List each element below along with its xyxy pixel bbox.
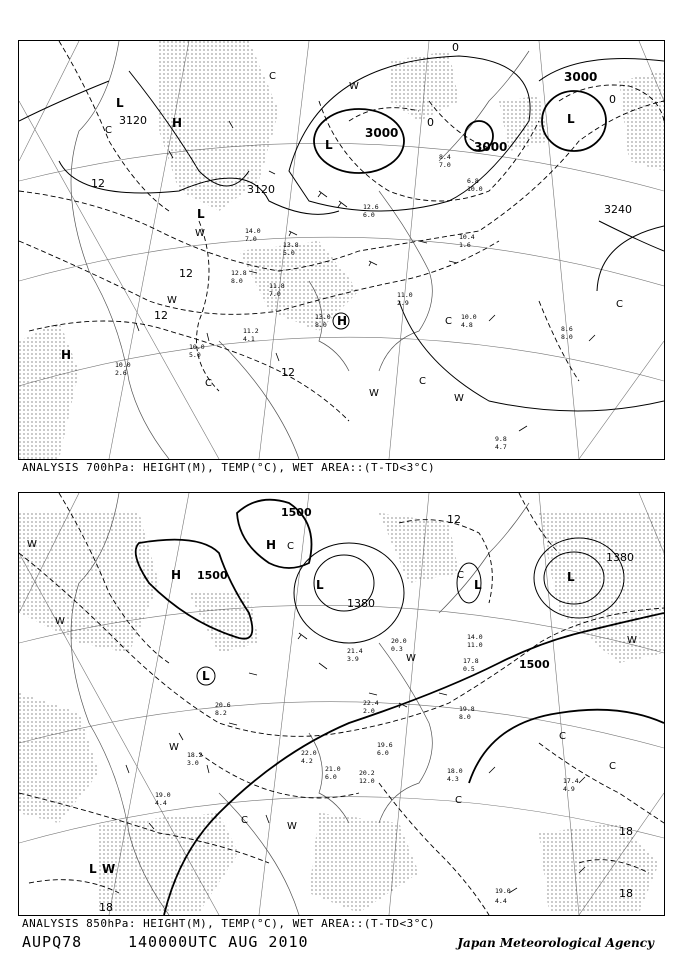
obs-temp: 22.4 <box>363 699 379 707</box>
warm-mark: W <box>167 295 177 306</box>
obs-dew: 2.6 <box>115 369 127 377</box>
contour-label: 1380 <box>606 551 634 564</box>
cold-mark: C <box>241 815 248 826</box>
obs-temp: 21.4 <box>347 647 363 655</box>
obs-dew: 3.9 <box>347 655 359 663</box>
chart-850-map <box>19 493 664 915</box>
obs-temp: 12.6 <box>363 203 379 211</box>
contour-label: 12 <box>281 366 295 379</box>
warm-mark: W <box>454 393 464 404</box>
obs-dew: 2.0 <box>363 707 375 715</box>
obs-dew: 7.0 <box>439 161 451 169</box>
low-center: L <box>567 570 575 584</box>
chart-700-map <box>19 41 664 459</box>
valid-time: 140000UTC AUG 2010 <box>128 933 309 951</box>
obs-temp: 20.2 <box>359 769 375 777</box>
contour-label: 12 <box>154 309 168 322</box>
obs-dew: 7.0 <box>269 290 281 298</box>
obs-temp: 19.0 <box>495 887 511 895</box>
high-center: H <box>171 568 182 582</box>
obs-temp: 11.2 <box>243 327 259 335</box>
contour-label: 18 <box>619 887 633 900</box>
obs-dew: 4.4 <box>155 799 167 807</box>
contour-label: 3120 <box>247 183 275 196</box>
obs-dew: 8.0 <box>231 277 243 285</box>
contour-label: 18 <box>99 901 113 914</box>
high-center: H <box>266 538 277 552</box>
cold-mark: C <box>559 731 566 742</box>
warm-mark: W <box>55 616 65 627</box>
obs-dew: 10.0 <box>467 185 483 193</box>
obs-temp: 14.0 <box>467 633 483 641</box>
obs-temp: 18.2 <box>187 751 203 759</box>
low-center: L <box>202 669 210 683</box>
obs-temp: 11.8 <box>269 282 285 290</box>
contour-label: 1380 <box>347 597 375 610</box>
low-center: L <box>89 862 97 876</box>
low-center: L <box>474 578 482 592</box>
warm-mark: W <box>169 742 179 753</box>
contour-label: 1500 <box>519 658 550 671</box>
obs-dew: 0.3 <box>391 645 403 653</box>
obs-temp: 19.0 <box>155 791 171 799</box>
low-center: L <box>325 138 333 152</box>
cold-mark: C <box>269 71 276 82</box>
chart-700-caption: ANALYSIS 700hPa: HEIGHT(M), TEMP(°C), WET AREA::(T-TD<3°C) <box>22 461 436 474</box>
cold-mark: C <box>419 376 426 387</box>
cold-mark: C <box>455 795 462 806</box>
warm-mark: W <box>102 862 116 876</box>
cold-mark: C <box>105 125 112 136</box>
warm-mark: W <box>349 81 359 92</box>
obs-temp: 10.0 <box>115 361 131 369</box>
obs-temp: 18.0 <box>447 767 463 775</box>
obs-temp: 10.0 <box>461 313 477 321</box>
obs-dew: 4.4 <box>495 897 507 905</box>
contour-label: 0 <box>427 116 434 129</box>
obs-dew: 4.1 <box>243 335 255 343</box>
contour-label: 3240 <box>604 203 632 216</box>
obs-dew: 8.0 <box>561 333 573 341</box>
contour-label: 0 <box>452 41 459 54</box>
obs-temp: 20.0 <box>391 637 407 645</box>
agency-name: Japan Meteorological Agency <box>457 936 654 950</box>
warm-mark: W <box>627 635 637 646</box>
obs-temp: 9.8 <box>495 435 507 443</box>
obs-temp: 8.6 <box>561 325 573 333</box>
obs-dew: 1.6 <box>459 241 471 249</box>
contour-label: 18 <box>619 825 633 838</box>
contour-label: 3120 <box>119 114 147 127</box>
chart-850-panel <box>18 492 665 916</box>
obs-dew: 7.0 <box>245 235 257 243</box>
low-center: L <box>316 578 324 592</box>
obs-dew: 6.0 <box>325 773 337 781</box>
obs-dew: 8.2 <box>215 709 227 717</box>
obs-temp: 19.8 <box>459 705 475 713</box>
low-center: L <box>116 96 124 110</box>
obs-dew: 4.2 <box>301 757 313 765</box>
obs-dew: 2.9 <box>397 299 409 307</box>
cold-mark: C <box>445 316 452 327</box>
obs-temp: 14.0 <box>245 227 261 235</box>
obs-temp: 13.0 <box>315 313 331 321</box>
cold-mark: C <box>457 570 464 581</box>
contour-label: 12 <box>179 267 193 280</box>
low-center: L <box>567 112 575 126</box>
cold-mark: C <box>205 378 212 389</box>
contour-label: 1500 <box>281 506 312 519</box>
obs-dew: 4.8 <box>461 321 473 329</box>
warm-mark: W <box>369 388 379 399</box>
product-id: AUPQ78 <box>22 933 83 951</box>
obs-temp: 11.0 <box>397 291 413 299</box>
obs-dew: 5.0 <box>283 249 295 257</box>
cold-mark: C <box>616 299 623 310</box>
obs-dew: 8.0 <box>459 713 471 721</box>
obs-dew: 0.5 <box>463 665 475 673</box>
obs-dew: 5.0 <box>189 351 201 359</box>
obs-dew: 4.9 <box>563 785 575 793</box>
obs-temp: 19.6 <box>377 741 393 749</box>
warm-mark: W <box>406 653 416 664</box>
obs-dew: 6.0 <box>377 749 389 757</box>
obs-dew: 6.0 <box>363 211 375 219</box>
obs-dew: 12.0 <box>359 777 375 785</box>
obs-temp: 10.4 <box>459 233 475 241</box>
contour-label: 3000 <box>564 70 598 84</box>
obs-temp: 6.8 <box>467 177 479 185</box>
contour-label: 1500 <box>197 569 228 582</box>
contour-label: 3000 <box>474 140 508 154</box>
warm-mark: W <box>27 539 37 550</box>
cold-mark: C <box>609 761 616 772</box>
obs-dew: 4.3 <box>447 775 459 783</box>
contour-label: 12 <box>447 513 461 526</box>
obs-temp: 20.6 <box>215 701 231 709</box>
warm-mark: W <box>287 821 297 832</box>
obs-temp: 13.8 <box>283 241 299 249</box>
obs-temp: 17.8 <box>463 657 479 665</box>
obs-temp: 17.4 <box>563 777 579 785</box>
obs-dew: 8.0 <box>315 321 327 329</box>
obs-dew: 4.7 <box>495 443 507 451</box>
chart-700-panel <box>18 40 665 460</box>
high-center: H <box>61 348 72 362</box>
high-center: H <box>172 116 183 130</box>
warm-mark: W <box>195 228 205 239</box>
contour-label: 12 <box>91 177 105 190</box>
obs-temp: 21.0 <box>325 765 341 773</box>
obs-dew: 11.0 <box>467 641 483 649</box>
chart-850-caption: ANALYSIS 850hPa: HEIGHT(M), TEMP(°C), WET AREA::(T-TD<3°C) <box>22 917 436 930</box>
obs-temp: 8.4 <box>439 153 451 161</box>
contour-label: 0 <box>609 93 616 106</box>
obs-temp: 22.0 <box>301 749 317 757</box>
obs-dew: 3.0 <box>187 759 199 767</box>
obs-temp: 12.8 <box>231 269 247 277</box>
contour-label: 3000 <box>365 126 399 140</box>
cold-mark: C <box>287 541 294 552</box>
obs-temp: 10.0 <box>189 343 205 351</box>
high-center: H <box>337 314 348 328</box>
low-center: L <box>197 207 205 221</box>
